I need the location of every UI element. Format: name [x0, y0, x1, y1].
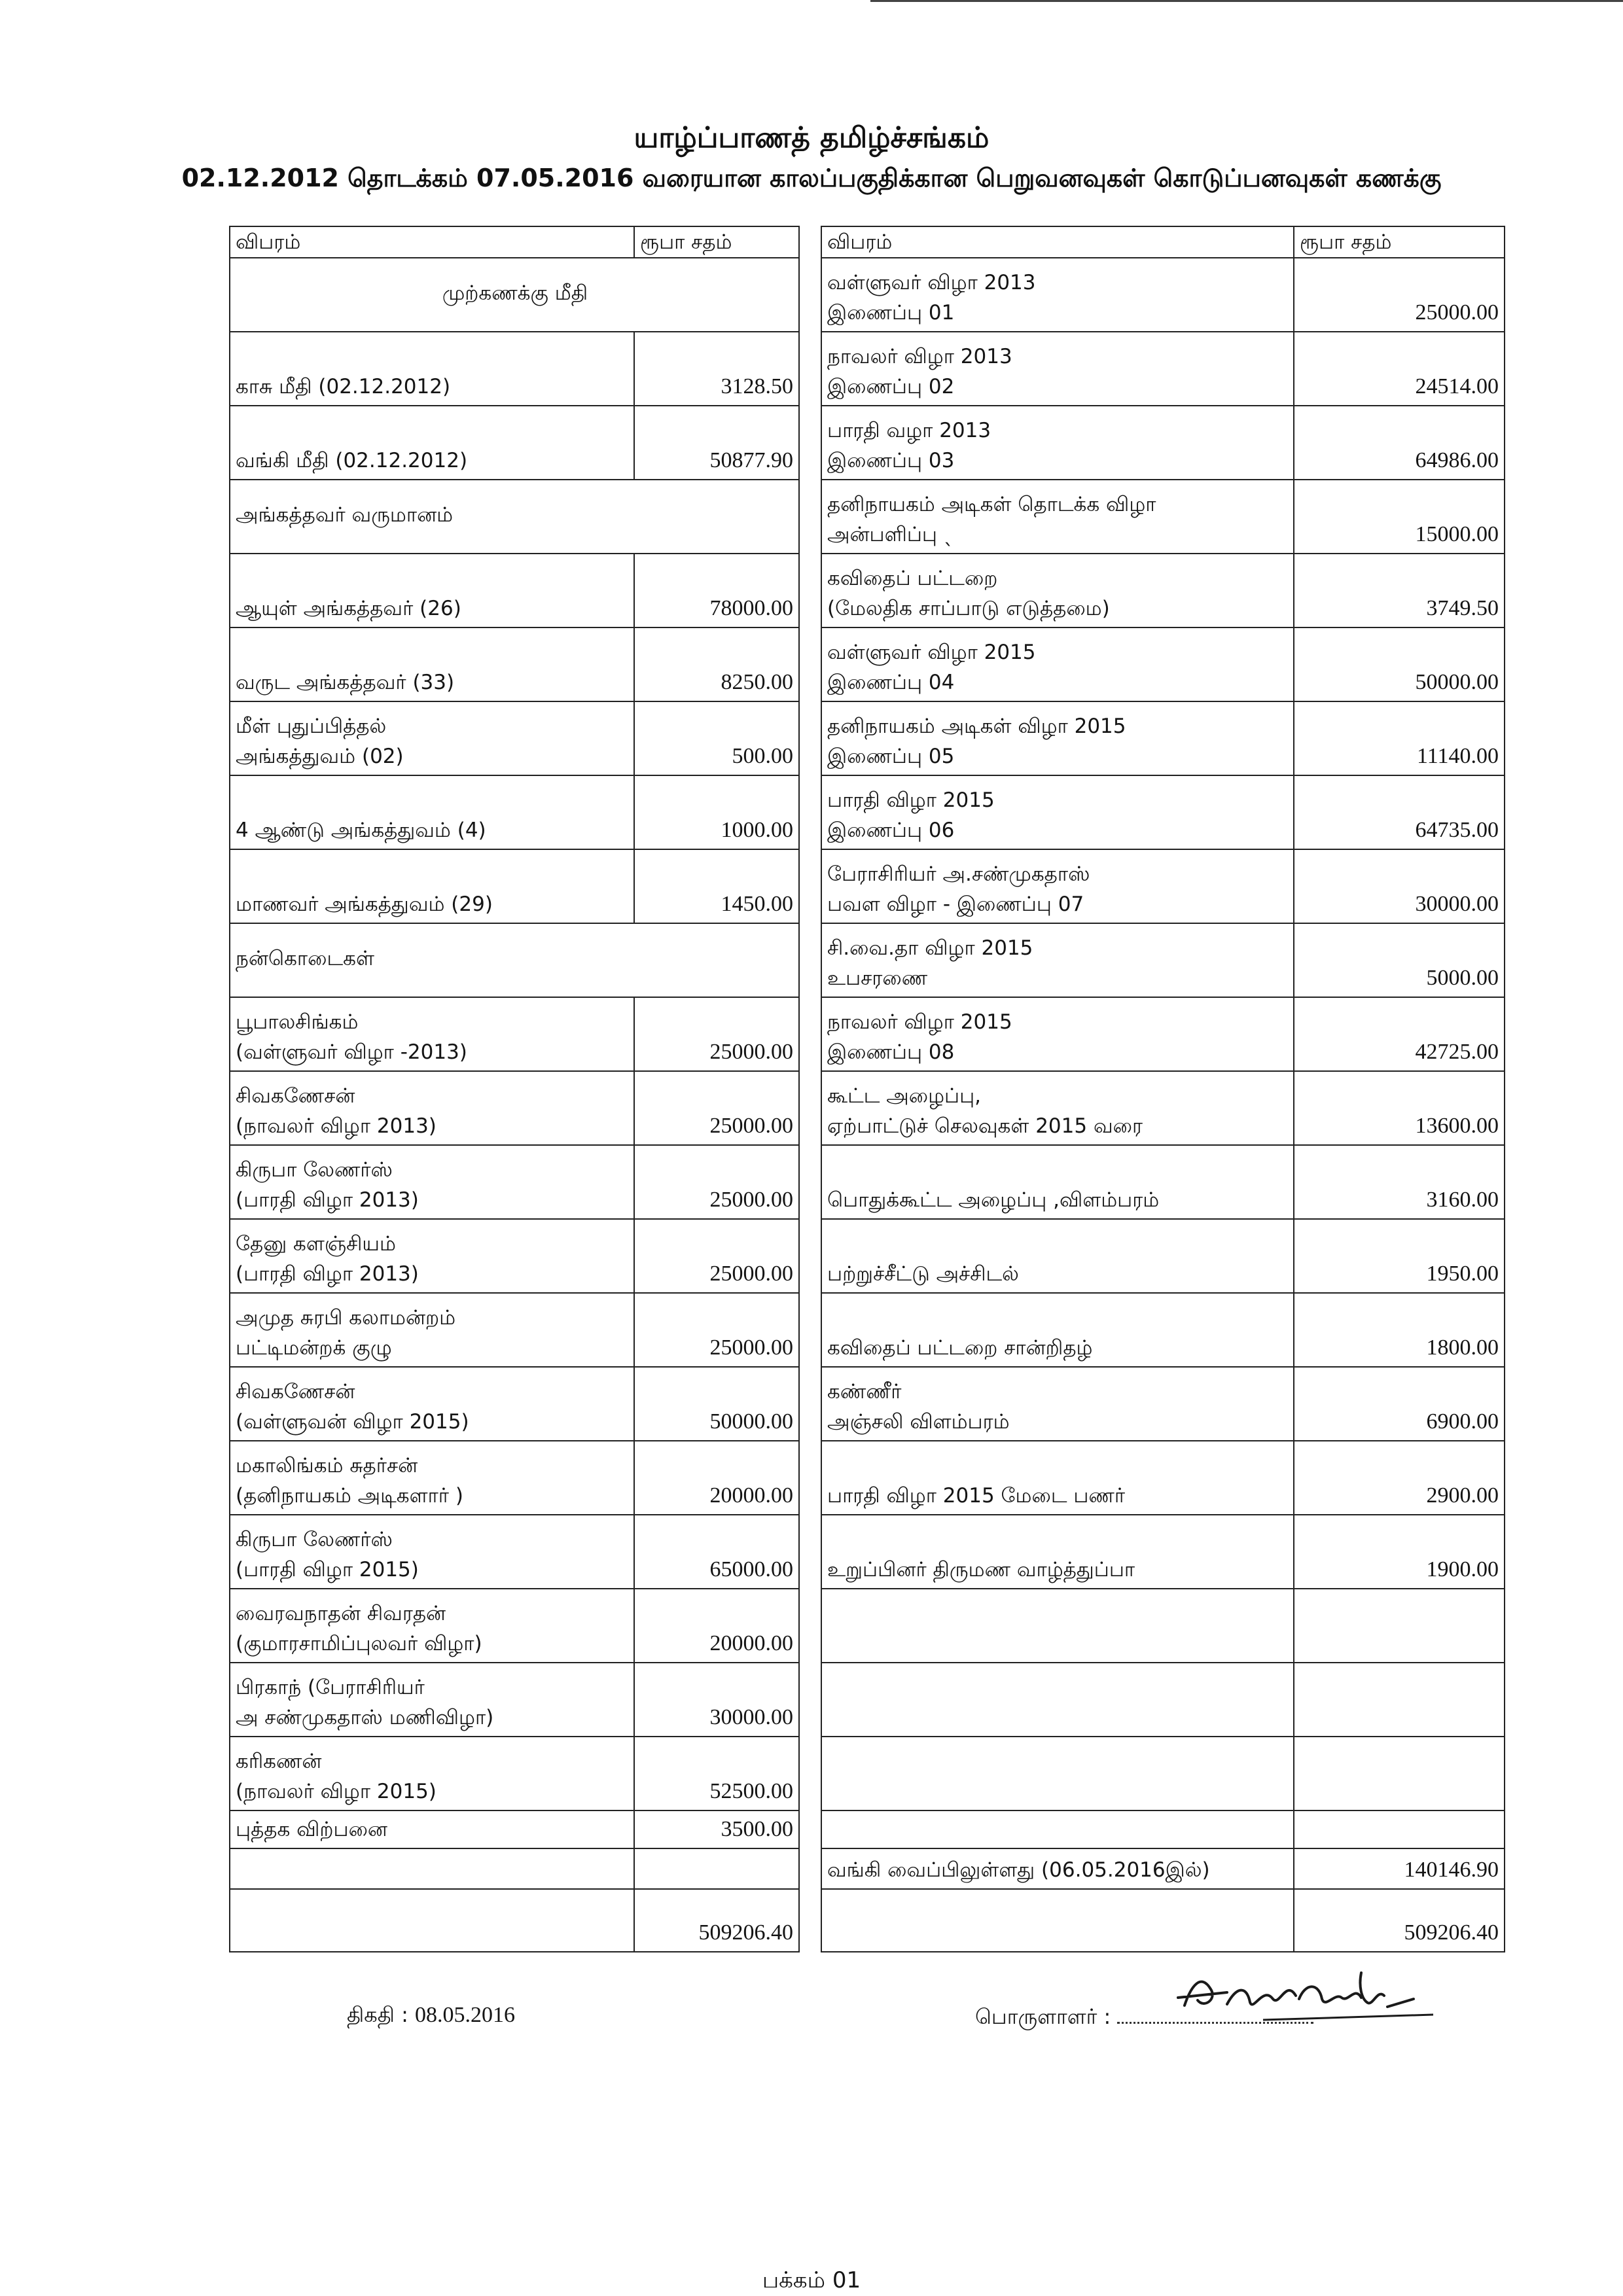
column-gap: [799, 1515, 821, 1589]
table-row: [230, 1810, 1505, 1848]
table-row: [230, 775, 1505, 849]
payment-amount-value: 5000.00: [1426, 966, 1499, 990]
receipt-line2: அ சண்முகதாஸ் மணிவிழா): [236, 1706, 494, 1729]
table-row: [230, 1367, 1505, 1441]
receipt-amount: [634, 1663, 799, 1737]
receipt-description: [230, 997, 634, 1071]
table-row: [230, 849, 1505, 923]
receipt-description: [230, 1663, 634, 1737]
column-gap: [799, 775, 821, 849]
receipt-line2: (குமாரசாமிப்புலவர் விழா): [236, 1632, 482, 1655]
column-gap: [799, 1145, 821, 1219]
payment-description-empty: [821, 1663, 1294, 1737]
receipt-amount-value: 25000.00: [709, 1188, 793, 1212]
payment-description: [821, 1293, 1294, 1367]
table-row: [230, 226, 1505, 258]
header-label: விபரம்: [827, 230, 893, 254]
table-row: [230, 554, 1505, 627]
payment-amount: [1294, 406, 1505, 480]
receipt-description: [230, 849, 634, 923]
receipt-amount: [634, 554, 799, 627]
receipt-line1: மீள் புதுப்பித்தல்: [236, 715, 387, 738]
payment-amount-value: 64986.00: [1415, 448, 1499, 472]
payment-line1: தனிநாயகம் அடிகள் தொடக்க விழா: [827, 493, 1156, 516]
receipt-amount-empty: [634, 1848, 799, 1889]
table-row: [230, 1071, 1505, 1145]
table-row: [230, 406, 1505, 480]
receipts-total-label-empty: [230, 1889, 634, 1952]
payment-amount-value: 42725.00: [1415, 1040, 1499, 1064]
payment-description: [821, 1071, 1294, 1145]
receipt-description-empty: [230, 1848, 634, 1889]
payment-description: [821, 406, 1294, 480]
column-gap: [799, 1293, 821, 1367]
opening-balance-heading: [230, 258, 799, 332]
receipt-amount: [634, 775, 799, 849]
receipt-amount-value: 20000.00: [709, 1631, 793, 1655]
payment-amount-value: 3160.00: [1426, 1188, 1499, 1212]
receipt-amount-value: 20000.00: [709, 1483, 793, 1508]
section-label: அங்கத்தவர் வருமானம்: [236, 503, 454, 527]
bank-deposit-value: 140146.90: [1404, 1858, 1499, 1882]
top-edge-rule: [870, 0, 1623, 2]
receipt-amount: [634, 701, 799, 775]
table-row: [230, 1889, 1505, 1952]
receipts-header-amount: [634, 226, 799, 258]
header-label: ரூபா சதம்: [640, 230, 732, 254]
payment-line1: கண்ணீர்: [827, 1380, 902, 1404]
payment-amount: [1294, 775, 1505, 849]
column-gap: [799, 480, 821, 554]
payment-amount-empty: [1294, 1737, 1505, 1810]
payment-description: [821, 1515, 1294, 1589]
payment-amount-value: 30000.00: [1415, 892, 1499, 916]
receipt-amount: [634, 997, 799, 1071]
statement-title: 02.12.2012 தொடக்கம் 07.05.2016 வரையான காலப்பகுதிக்கான பெறுவனவுகள் கொடுப்பனவுகள் கணக்கு: [181, 164, 1442, 192]
receipt-line2: (பாரதி விழா 2013): [236, 1262, 419, 1286]
payment-line1: சி.வை.தா விழா 2015: [827, 936, 1033, 960]
bank-deposit-amount: [1294, 1848, 1505, 1889]
payment-description-empty: [821, 1589, 1294, 1663]
receipt-amount-value: 52500.00: [709, 1779, 793, 1803]
receipt-amount-value: 25000.00: [709, 1262, 793, 1286]
payment-amount-value: 3749.50: [1426, 596, 1499, 620]
payment-description: [821, 332, 1294, 406]
receipt-line2: பட்டிமன்றக் குழு: [236, 1336, 392, 1360]
payment-description: [821, 554, 1294, 627]
payment-line1: வள்ளுவர் விழா 2013: [827, 271, 1036, 294]
column-gap: [799, 1589, 821, 1663]
receipt-line2: (பாரதி விழா 2015): [236, 1558, 419, 1581]
receipt-description: [230, 1441, 634, 1515]
payment-line2: பவள விழா - இணைப்பு 07: [827, 892, 1084, 916]
receipt-line1: கரிகணன்: [236, 1750, 322, 1773]
payment-description: [821, 627, 1294, 701]
receipt-amount: [634, 1810, 799, 1848]
payment-line1: பாரதி விழா 2015: [827, 788, 995, 812]
receipt-line2: (பாரதி விழா 2013): [236, 1188, 419, 1212]
receipt-amount-value: 8250.00: [721, 670, 793, 694]
receipt-amount: [634, 1589, 799, 1663]
column-gap: [799, 627, 821, 701]
payments-total-label-empty: [821, 1889, 1294, 1952]
column-gap: [799, 1441, 821, 1515]
payment-amount-value: 1950.00: [1426, 1262, 1499, 1286]
receipt-amount: [634, 1219, 799, 1293]
receipt-description: [230, 1737, 634, 1810]
table-row: [230, 701, 1505, 775]
receipt-description: [230, 1589, 634, 1663]
payment-amount: [1294, 258, 1505, 332]
payment-amount: [1294, 1145, 1505, 1219]
payment-amount: [1294, 849, 1505, 923]
column-gap: [799, 997, 821, 1071]
payment-amount-empty: [1294, 1589, 1505, 1663]
payment-amount-value: 6900.00: [1426, 1409, 1499, 1434]
receipt-amount-value: 65000.00: [709, 1557, 793, 1581]
payment-amount-value: 1900.00: [1426, 1557, 1499, 1581]
payment-description: [821, 849, 1294, 923]
column-gap: [799, 923, 821, 997]
receipt-line1: அமுத சுரபி கலாமன்றம்: [236, 1306, 456, 1330]
bank-deposit-description: [821, 1848, 1294, 1889]
payment-line2: (மேலதிக சாப்பாடு எடுத்தமை): [827, 597, 1110, 620]
payment-line1: தனிநாயகம் அடிகள் விழா 2015: [827, 715, 1126, 738]
organization-title: யாழ்ப்பாணத் தமிழ்ச்சங்கம்: [633, 121, 990, 154]
receipt-description: [230, 627, 634, 701]
payment-amount-value: 50000.00: [1415, 670, 1499, 694]
column-gap: [799, 1071, 821, 1145]
table-row: [230, 1663, 1505, 1737]
receipt-line2: காசு மீதி (02.12.2012): [236, 375, 451, 398]
payment-line1: [827, 1229, 1289, 1259]
payment-line1: வள்ளுவர் விழா 2015: [827, 641, 1036, 664]
payment-amount: [1294, 997, 1505, 1071]
receipt-line2: 4 ஆண்டு அங்கத்துவம் (4): [236, 819, 486, 842]
page-number: பக்கம் 01: [762, 2267, 861, 2293]
payment-amount-empty: [1294, 1663, 1505, 1737]
column-gap: [799, 1737, 821, 1810]
receipt-amount-value: 50877.90: [709, 448, 793, 472]
payment-line2: இணைப்பு 08: [827, 1040, 955, 1064]
date-value: 08.05.2016: [415, 2003, 516, 2027]
date-field: [347, 2002, 515, 2030]
payment-line1: கவிதைப் பட்டறை: [827, 567, 998, 590]
payment-line2: இணைப்பு 06: [827, 819, 955, 842]
receipt-amount-value: 30000.00: [709, 1705, 793, 1729]
receipt-description: [230, 1071, 634, 1145]
column-gap: [799, 554, 821, 627]
payment-amount-value: 24514.00: [1415, 374, 1499, 398]
payment-amount: [1294, 627, 1505, 701]
payment-amount: [1294, 1441, 1505, 1515]
receipt-description: [230, 406, 634, 480]
column-gap: [799, 1848, 821, 1889]
section-label: நன்கொடைகள்: [236, 947, 374, 970]
payment-amount: [1294, 1293, 1505, 1367]
receipt-amount-value: 50000.00: [709, 1409, 793, 1434]
receipt-line1: மகாலிங்கம் சுதர்சன்: [236, 1454, 418, 1477]
column-gap: [799, 1810, 821, 1848]
payment-line1: [827, 1451, 1289, 1481]
receipt-line2: புத்தக விற்பனை: [236, 1818, 387, 1841]
payment-amount: [1294, 1367, 1505, 1441]
payment-amount: [1294, 1219, 1505, 1293]
table-row: [230, 1293, 1505, 1367]
receipt-line2: (நாவலர் விழா 2013): [236, 1114, 437, 1138]
receipt-line2: வங்கி மீதி (02.12.2012): [236, 449, 468, 472]
receipt-amount-value: 3128.50: [721, 374, 793, 398]
receipt-line1: கிருபா லேணர்ஸ்: [236, 1528, 393, 1551]
payment-line2: இணைப்பு 02: [827, 375, 955, 398]
table-row: [230, 1589, 1505, 1663]
payment-line2: இணைப்பு 04: [827, 671, 955, 694]
payment-amount: [1294, 332, 1505, 406]
payment-line1: பேராசிரியர் அ.சண்முகதாஸ்: [827, 862, 1090, 886]
receipt-amount-value: 1450.00: [721, 892, 793, 916]
receipt-description: [230, 701, 634, 775]
table-row: [230, 1145, 1505, 1219]
payment-amount-value: 13600.00: [1415, 1114, 1499, 1138]
payments-total-value: 509206.40: [1404, 1920, 1499, 1945]
receipt-line2: (தனிநாயகம் அடிகளார் ): [236, 1484, 463, 1508]
payment-line2: பாரதி விழா 2015 மேடை பணர்: [827, 1484, 1126, 1508]
payment-amount-value: 64735.00: [1415, 818, 1499, 842]
receipt-amount-value: 3500.00: [721, 1817, 793, 1841]
receipt-amount: [634, 1737, 799, 1810]
payments-header-description: [821, 226, 1294, 258]
column-gap: [799, 1663, 821, 1737]
receipt-amount-value: 25000.00: [709, 1335, 793, 1360]
receipt-amount-value: 25000.00: [709, 1040, 793, 1064]
payment-line1: பாரதி வழா 2013: [827, 419, 991, 442]
donations-heading: [230, 923, 799, 997]
date-label: திகதி :: [347, 2002, 408, 2027]
receipt-line2: ஆயுள் அங்கத்தவர் (26): [236, 597, 461, 620]
payment-description-empty: [821, 1737, 1294, 1810]
receipt-amount: [634, 627, 799, 701]
receipt-description: [230, 1145, 634, 1219]
receipt-amount: [634, 849, 799, 923]
receipts-total: [634, 1889, 799, 1952]
payment-amount-value: 25000.00: [1415, 300, 1499, 325]
bank-deposit-label: வங்கி வைப்பிலுள்ளது (06.05.2016இல்): [827, 1858, 1210, 1882]
table-row: [230, 1219, 1505, 1293]
receipt-line1: பிரகாந் (பேராசிரியர்: [236, 1676, 425, 1699]
receipt-line1: தேனு களஞ்சியம்: [236, 1232, 396, 1256]
receipt-amount-value: 1000.00: [721, 818, 793, 842]
receipt-amount-value: 25000.00: [709, 1114, 793, 1138]
column-gap: [799, 701, 821, 775]
receipt-description: [230, 1810, 634, 1848]
section-label: முற்கணக்கு மீதி: [442, 281, 588, 305]
receipt-amount: [634, 1367, 799, 1441]
receipt-line2: (வள்ளுவர் விழா -2013): [236, 1040, 467, 1064]
header-label: விபரம்: [236, 230, 301, 254]
receipt-amount-value: 500.00: [732, 744, 793, 768]
receipt-description: [230, 1293, 634, 1367]
receipt-amount: [634, 406, 799, 480]
receipt-line2: (வள்ளுவன் விழா 2015): [236, 1410, 469, 1434]
receipt-amount-value: 78000.00: [709, 596, 793, 620]
receipt-amount: [634, 332, 799, 406]
receipt-description: [230, 554, 634, 627]
receipt-description: [230, 1219, 634, 1293]
payment-line2: உபசரணை: [827, 966, 928, 990]
receipt-line2: அங்கத்துவம் (02): [236, 745, 404, 768]
receipt-amount: [634, 1071, 799, 1145]
column-gap: [799, 258, 821, 332]
payment-line1: [827, 1303, 1289, 1333]
payment-description: [821, 997, 1294, 1071]
payment-line1: [827, 1525, 1289, 1555]
payment-line2: ஏற்பாட்டுச் செலவுகள் 2015 வரை: [827, 1114, 1143, 1138]
column-gap: [799, 1889, 821, 1952]
payment-line2: பற்றுச்சீட்டு அச்சிடல்: [827, 1262, 1019, 1286]
receipt-amount: [634, 1441, 799, 1515]
payment-amount: [1294, 1515, 1505, 1589]
table-row: [230, 332, 1505, 406]
table-row: [230, 1515, 1505, 1589]
payment-amount-value: 15000.00: [1415, 522, 1499, 546]
payment-line2: அன்பளிப்பு ˎ: [827, 523, 954, 546]
payment-amount-value: 1800.00: [1426, 1335, 1499, 1360]
payment-description: [821, 701, 1294, 775]
payment-description: [821, 1367, 1294, 1441]
receipt-line2: வருட அங்கத்தவர் (33): [236, 671, 455, 694]
payments-header-amount: [1294, 226, 1505, 258]
payment-line1: நாவலர் விழா 2015: [827, 1010, 1012, 1034]
column-gap: [799, 332, 821, 406]
payment-amount-value: 11140.00: [1417, 744, 1499, 768]
payment-description: [821, 775, 1294, 849]
payment-line1: கூட்ட அழைப்பு,: [827, 1084, 982, 1108]
table-row: [230, 1848, 1505, 1889]
payments-total: [1294, 1889, 1505, 1952]
receipt-line1: சிவகணேசன்: [236, 1084, 355, 1108]
table-row: [230, 1737, 1505, 1810]
receipts-header-description: [230, 226, 634, 258]
receipt-description: [230, 775, 634, 849]
receipt-line1: வைரவநாதன் சிவரதன்: [236, 1602, 446, 1625]
membership-income-heading: [230, 480, 799, 554]
column-gap: [799, 849, 821, 923]
payment-amount: [1294, 480, 1505, 554]
receipt-description: [230, 1515, 634, 1589]
payment-description: [821, 923, 1294, 997]
receipt-line1: சிவகணேசன்: [236, 1380, 355, 1404]
column-gap: [799, 1367, 821, 1441]
column-gap: [799, 226, 821, 258]
table-row: [230, 1441, 1505, 1515]
payment-line2: கவிதைப் பட்டறை சான்றிதழ்: [827, 1336, 1093, 1360]
payment-description: [821, 1145, 1294, 1219]
column-gap: [799, 1219, 821, 1293]
receipts-payments-table: [229, 226, 1505, 1952]
column-gap: [799, 406, 821, 480]
receipt-amount: [634, 1293, 799, 1367]
table-row: [230, 627, 1505, 701]
payment-amount: [1294, 701, 1505, 775]
receipts-total-value: 509206.40: [698, 1920, 793, 1945]
payment-description: [821, 1441, 1294, 1515]
treasurer-label: பொருளாளர் :: [975, 2004, 1111, 2029]
treasurer-signature: [1165, 1960, 1440, 2032]
payment-description: [821, 480, 1294, 554]
payment-line2: இணைப்பு 03: [827, 449, 955, 472]
table-row: [230, 997, 1505, 1071]
payment-line2: பொதுக்கூட்ட அழைப்பு ,விளம்பரம்: [827, 1188, 1160, 1212]
receipt-line1: பூபாலசிங்கம்: [236, 1010, 359, 1034]
payment-amount-value: 2900.00: [1426, 1483, 1499, 1508]
receipt-line2: மாணவர் அங்கத்துவம் (29): [236, 892, 493, 916]
payment-line2: உறுப்பினர் திருமண வாழ்த்துப்பா: [827, 1558, 1135, 1581]
payment-amount-empty: [1294, 1810, 1505, 1848]
payment-description: [821, 1219, 1294, 1293]
payment-amount: [1294, 1071, 1505, 1145]
table-row: [230, 923, 1505, 997]
payment-description: [821, 258, 1294, 332]
payment-amount: [1294, 554, 1505, 627]
payment-line2: அஞ்சலி விளம்பரம்: [827, 1410, 1010, 1434]
payment-line2: இணைப்பு 01: [827, 301, 955, 325]
header-label: ரூபா சதம்: [1300, 230, 1392, 254]
table-row: [230, 258, 1505, 332]
receipt-amount: [634, 1145, 799, 1219]
receipt-description: [230, 332, 634, 406]
table-row: [230, 480, 1505, 554]
receipt-line2: (நாவலர் விழா 2015): [236, 1780, 437, 1803]
receipt-line1: கிருபா லேணர்ஸ்: [236, 1158, 393, 1182]
receipt-amount: [634, 1515, 799, 1589]
payment-line1: [827, 1155, 1289, 1185]
payment-amount: [1294, 923, 1505, 997]
payment-line2: இணைப்பு 05: [827, 745, 955, 768]
receipt-description: [230, 1367, 634, 1441]
payment-line1: நாவலர் விழா 2013: [827, 345, 1012, 368]
payment-description-empty: [821, 1810, 1294, 1848]
